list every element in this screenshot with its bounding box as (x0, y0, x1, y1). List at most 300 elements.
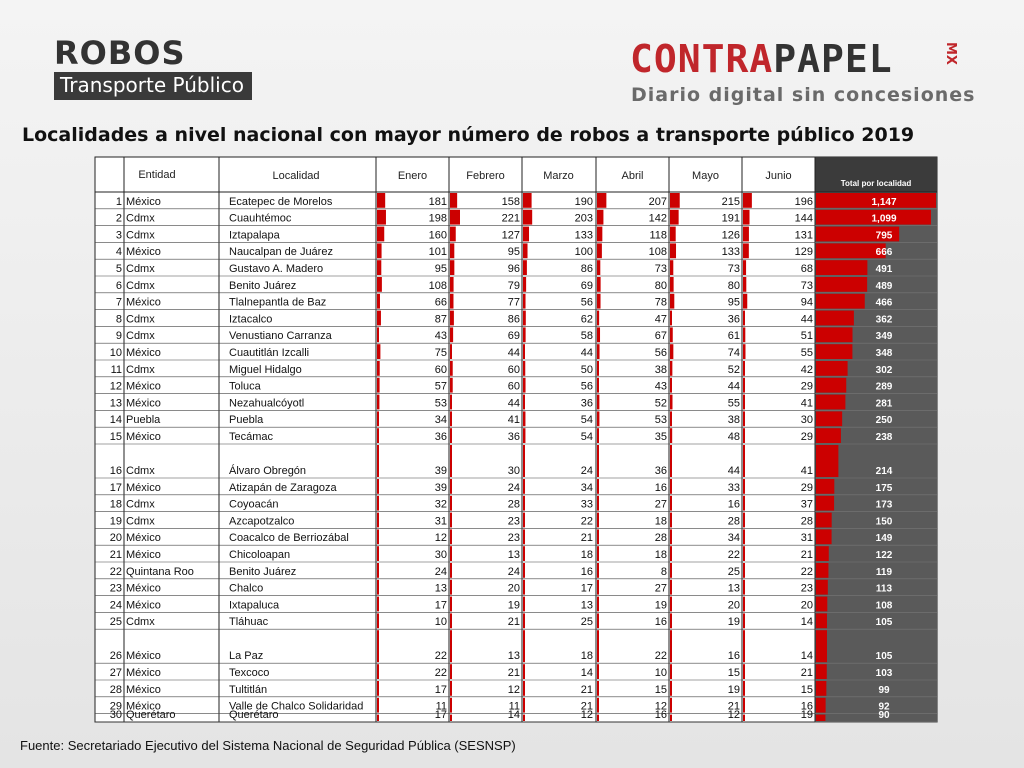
month-databar (670, 698, 672, 713)
month-databar (743, 361, 745, 376)
month-value: 28 (800, 515, 813, 528)
month-databar (743, 428, 745, 443)
month-databar (743, 630, 745, 662)
month-databar (377, 260, 381, 275)
total-value: 103 (875, 668, 893, 679)
month-databar (743, 378, 745, 393)
month-value: 73 (800, 279, 813, 292)
row-number: 27 (109, 667, 122, 679)
month-databar (523, 698, 525, 713)
total-databar (816, 411, 842, 426)
month-databar (597, 664, 599, 679)
month-value: 39 (434, 481, 447, 494)
month-databar (743, 277, 746, 292)
month-databar (597, 630, 599, 662)
month-value: 74 (727, 347, 740, 359)
row-number: 26 (109, 650, 122, 663)
row-entidad: México (126, 582, 161, 595)
month-value: 100 (574, 246, 593, 259)
month-databar (377, 428, 379, 443)
month-value: 28 (507, 498, 520, 511)
total-value: 1,099 (871, 213, 897, 225)
month-databar (377, 496, 379, 511)
month-value: 23 (800, 582, 813, 595)
month-databar (670, 613, 672, 628)
month-databar (670, 664, 672, 679)
month-databar (743, 243, 749, 258)
month-value: 27 (654, 582, 667, 595)
month-databar (450, 277, 454, 292)
month-value: 16 (727, 650, 740, 663)
total-databar (816, 613, 827, 628)
month-value: 23 (507, 532, 520, 545)
month-value: 25 (727, 565, 740, 578)
month-databar (450, 715, 452, 721)
logo-part-2: PAPEL (773, 37, 893, 81)
row-number: 23 (109, 582, 122, 595)
month-value: 16 (654, 481, 667, 494)
month-value: 53 (434, 397, 447, 410)
month-databar (743, 664, 745, 679)
month-databar (377, 529, 379, 544)
month-value: 86 (507, 313, 520, 326)
month-databar (597, 411, 599, 426)
month-value: 22 (727, 549, 740, 561)
month-databar (450, 243, 454, 258)
month-value: 43 (654, 380, 667, 393)
month-databar (743, 395, 745, 410)
total-databar (816, 664, 827, 679)
row-entidad: Querétaro (126, 709, 176, 721)
month-databar (670, 361, 672, 376)
month-databar (670, 513, 672, 528)
month-value: 207 (648, 195, 667, 208)
month-databar (597, 715, 599, 721)
month-databar (523, 243, 528, 258)
month-value: 32 (434, 498, 447, 511)
month-databar (743, 479, 745, 494)
row-localidad: Toluca (229, 380, 261, 393)
row-localidad: Benito Juárez (229, 279, 297, 292)
total-databar (816, 361, 848, 376)
total-value: 1,147 (871, 196, 897, 208)
month-value: 24 (507, 481, 520, 494)
row-entidad: Cdmx (126, 363, 155, 376)
month-databar (377, 563, 379, 578)
month-value: 36 (727, 313, 740, 326)
month-value: 16 (727, 498, 740, 511)
month-value: 80 (654, 279, 667, 292)
month-databar (450, 698, 452, 713)
month-databar (670, 630, 672, 662)
total-value: 666 (875, 247, 893, 259)
month-databar (523, 344, 525, 359)
month-databar (450, 294, 453, 309)
month-value: 57 (434, 380, 447, 393)
month-databar (450, 546, 452, 561)
logo-tagline: Diario digital sin concesiones (631, 84, 976, 106)
row-number: 29 (109, 700, 122, 713)
month-databar (597, 681, 599, 696)
col-header-total: Total por localidad (840, 179, 912, 188)
month-databar (743, 496, 745, 511)
total-databar (816, 630, 827, 662)
month-value: 55 (800, 347, 813, 359)
month-databar (597, 277, 601, 292)
total-databar (816, 546, 829, 561)
month-value: 60 (434, 363, 447, 376)
month-databar (743, 563, 745, 578)
month-databar (450, 193, 457, 208)
month-value: 20 (507, 582, 520, 595)
month-value: 108 (648, 246, 667, 259)
month-databar (523, 311, 526, 326)
total-databar (816, 277, 867, 292)
total-value: 349 (875, 331, 893, 343)
total-value: 105 (875, 617, 893, 629)
total-databar (816, 327, 853, 342)
total-databar (816, 395, 845, 410)
month-databar (377, 395, 379, 410)
month-databar (670, 277, 674, 292)
month-value: 11 (435, 700, 447, 713)
row-number: 21 (109, 549, 122, 561)
month-value: 61 (727, 330, 740, 343)
month-databar (450, 479, 452, 494)
row-entidad: México (126, 683, 161, 696)
month-value: 16 (654, 709, 667, 721)
month-value: 52 (727, 363, 740, 376)
month-value: 60 (507, 363, 520, 376)
month-value: 126 (721, 229, 740, 242)
month-value: 129 (794, 246, 813, 259)
month-value: 15 (727, 667, 740, 679)
month-databar (523, 277, 526, 292)
month-value: 44 (727, 465, 740, 477)
month-value: 133 (721, 246, 740, 259)
month-value: 69 (580, 279, 593, 292)
month-databar (597, 395, 599, 410)
row-entidad: Cdmx (126, 330, 155, 343)
month-databar (597, 613, 599, 628)
month-value: 29 (800, 380, 813, 393)
total-value: 175 (875, 482, 893, 494)
month-databar (523, 496, 525, 511)
month-databar (377, 378, 380, 393)
month-databar (597, 698, 599, 713)
row-number: 19 (109, 515, 122, 528)
month-databar (450, 260, 454, 275)
month-databar (450, 630, 452, 662)
row-entidad: México (126, 347, 161, 359)
month-value: 30 (507, 465, 520, 477)
month-value: 87 (434, 313, 447, 326)
month-databar (523, 227, 529, 242)
month-value: 21 (800, 667, 813, 679)
month-value: 36 (434, 431, 447, 443)
month-databar (523, 513, 525, 528)
month-value: 13 (434, 582, 447, 595)
month-databar (450, 496, 452, 511)
month-databar (450, 428, 452, 443)
header-subtitle: Transporte Público (54, 72, 252, 100)
month-databar (523, 664, 525, 679)
month-value: 14 (800, 616, 813, 629)
month-databar (597, 243, 602, 258)
month-value: 17 (434, 599, 447, 612)
month-value: 51 (800, 330, 813, 343)
month-value: 15 (654, 683, 667, 696)
month-databar (597, 563, 599, 578)
row-entidad: México (126, 650, 161, 663)
month-value: 33 (727, 481, 740, 494)
month-value: 96 (507, 263, 520, 275)
row-entidad: Quintana Roo (126, 565, 194, 578)
month-databar (523, 546, 525, 561)
month-databar (670, 496, 672, 511)
month-value: 19 (800, 709, 813, 721)
month-databar (670, 411, 672, 426)
month-value: 79 (507, 279, 520, 292)
month-value: 27 (654, 498, 667, 511)
month-value: 73 (654, 263, 667, 275)
month-databar (597, 327, 600, 342)
month-databar (523, 597, 525, 612)
month-value: 42 (800, 363, 813, 376)
month-value: 10 (434, 616, 447, 629)
logo-part-1: CONTRA (630, 37, 774, 81)
row-localidad: Álvaro Obregón (229, 465, 307, 477)
month-value: 21 (580, 532, 593, 545)
month-value: 44 (727, 380, 740, 393)
month-value: 43 (434, 330, 447, 343)
total-value: 119 (875, 566, 893, 578)
month-databar (743, 193, 752, 208)
month-databar (597, 580, 599, 595)
row-localidad: Querétaro (229, 709, 279, 721)
row-number: 2 (115, 212, 122, 225)
month-databar (743, 613, 745, 628)
col-header-month: Marzo (543, 170, 574, 182)
month-databar (670, 428, 672, 443)
total-value: 302 (875, 364, 893, 376)
month-value: 131 (794, 229, 813, 242)
month-databar (597, 546, 599, 561)
month-value: 36 (654, 465, 667, 477)
month-value: 13 (580, 599, 593, 612)
row-entidad: Cdmx (126, 465, 155, 477)
month-value: 31 (434, 515, 447, 528)
month-databar (743, 681, 745, 696)
month-databar (670, 227, 676, 242)
month-databar (670, 243, 676, 258)
row-number: 15 (109, 431, 122, 443)
month-databar (670, 715, 672, 721)
month-value: 158 (501, 195, 520, 208)
month-value: 12 (654, 700, 667, 713)
total-databar (816, 698, 826, 713)
month-databar (450, 613, 452, 628)
month-databar (597, 361, 599, 376)
month-value: 11 (508, 700, 520, 713)
total-value: 113 (875, 583, 893, 595)
month-databar (377, 277, 382, 292)
row-number: 16 (109, 465, 122, 477)
month-databar (377, 597, 379, 612)
month-databar (670, 563, 672, 578)
month-value: 94 (800, 296, 813, 309)
row-entidad: México (126, 599, 161, 612)
month-value: 28 (727, 515, 740, 528)
row-entidad: México (126, 532, 161, 545)
month-value: 23 (507, 515, 520, 528)
month-databar (523, 428, 525, 443)
month-value: 54 (580, 431, 593, 443)
month-databar (523, 479, 525, 494)
row-entidad: México (126, 431, 161, 443)
month-databar (523, 630, 525, 662)
month-value: 221 (501, 212, 520, 225)
month-value: 22 (580, 515, 593, 528)
month-value: 77 (507, 296, 520, 309)
month-databar (377, 227, 384, 242)
month-databar (450, 311, 454, 326)
month-databar (377, 327, 379, 342)
row-localidad: Azcapotzalco (229, 515, 295, 528)
month-value: 18 (654, 549, 667, 561)
row-entidad: Cdmx (126, 515, 155, 528)
month-value: 13 (507, 650, 520, 663)
month-value: 29 (800, 431, 813, 443)
month-value: 53 (654, 414, 667, 427)
month-value: 22 (654, 650, 667, 663)
month-value: 16 (800, 700, 813, 713)
month-value: 48 (727, 431, 740, 443)
month-databar (377, 411, 379, 426)
month-value: 181 (428, 195, 447, 208)
row-number: 12 (109, 380, 122, 393)
month-databar (670, 597, 672, 612)
month-value: 127 (501, 229, 520, 242)
month-value: 203 (574, 212, 593, 225)
month-databar (450, 681, 452, 696)
total-databar (816, 529, 832, 544)
month-databar (523, 294, 526, 309)
total-value: 108 (875, 600, 893, 612)
row-number: 25 (109, 616, 122, 629)
month-value: 18 (654, 515, 667, 528)
month-databar (670, 378, 672, 393)
month-databar (377, 445, 379, 477)
total-value: 149 (875, 533, 893, 545)
month-value: 142 (648, 212, 667, 225)
row-number: 13 (109, 397, 122, 410)
month-databar (743, 715, 745, 721)
row-number: 11 (110, 363, 122, 376)
month-value: 14 (507, 709, 520, 721)
row-localidad: Chalco (229, 582, 264, 595)
total-value: 795 (875, 230, 893, 242)
row-localidad: Tláhuac (229, 616, 269, 629)
row-number: 24 (109, 599, 122, 612)
total-value: 92 (878, 701, 890, 713)
total-value: 491 (875, 264, 893, 275)
month-value: 68 (800, 263, 813, 275)
month-value: 191 (721, 212, 740, 225)
row-localidad: Tecámac (229, 431, 274, 443)
row-number: 1 (115, 195, 122, 208)
month-databar (450, 445, 452, 477)
month-databar (377, 311, 381, 326)
month-value: 25 (580, 616, 593, 629)
month-databar (377, 613, 379, 628)
month-databar (743, 445, 745, 477)
month-value: 190 (574, 195, 593, 208)
month-value: 29 (800, 481, 813, 494)
total-value: 105 (875, 651, 893, 663)
month-value: 56 (580, 296, 593, 309)
month-value: 47 (654, 313, 667, 326)
month-value: 78 (654, 296, 667, 309)
month-databar (597, 597, 599, 612)
month-value: 22 (434, 650, 447, 663)
row-localidad: Ixtapaluca (229, 599, 280, 612)
row-entidad: Cdmx (126, 212, 155, 225)
month-value: 19 (507, 599, 520, 612)
month-value: 17 (434, 709, 447, 721)
month-databar (523, 260, 527, 275)
row-localidad: Atizapán de Zaragoza (229, 481, 337, 494)
month-databar (670, 395, 672, 410)
month-databar (597, 513, 599, 528)
col-header-month: Junio (765, 170, 792, 182)
month-databar (523, 445, 525, 477)
month-databar (597, 210, 603, 225)
row-entidad: México (126, 380, 161, 393)
month-databar (597, 260, 600, 275)
month-value: 75 (434, 347, 447, 359)
row-entidad: Puebla (126, 414, 161, 427)
row-entidad: México (126, 667, 161, 679)
row-number: 7 (115, 296, 122, 309)
month-databar (523, 193, 532, 208)
month-value: 36 (580, 397, 593, 410)
total-databar (816, 715, 825, 721)
month-value: 44 (507, 397, 520, 410)
month-databar (523, 378, 526, 393)
month-value: 8 (660, 565, 667, 578)
month-databar (743, 513, 745, 528)
month-databar (670, 546, 672, 561)
month-databar (597, 294, 601, 309)
month-value: 18 (580, 549, 593, 561)
month-value: 16 (654, 616, 667, 629)
month-value: 18 (580, 650, 593, 663)
month-value: 14 (800, 650, 813, 663)
month-value: 24 (507, 565, 520, 578)
month-databar (377, 546, 379, 561)
month-value: 41 (507, 414, 520, 427)
col-header-month: Enero (397, 170, 428, 182)
row-localidad: Naucalpan de Juárez (229, 246, 333, 259)
month-value: 108 (428, 279, 447, 292)
month-value: 215 (721, 195, 740, 208)
col-header-entidad: Entidad (138, 169, 176, 181)
month-value: 16 (580, 565, 593, 578)
total-databar (816, 597, 827, 612)
col-header-month: Mayo (692, 170, 719, 182)
total-databar (816, 344, 852, 359)
